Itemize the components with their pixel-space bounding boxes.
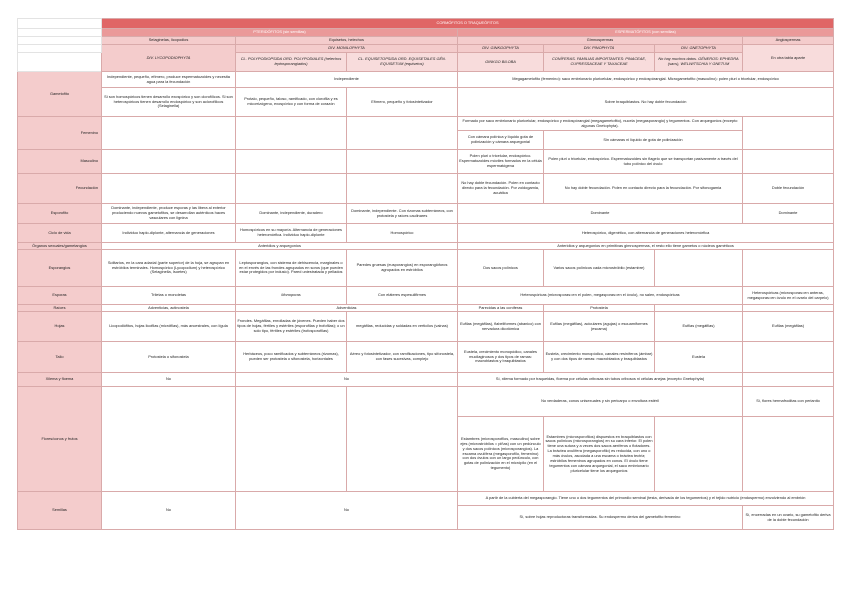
- cell-semillas-moni: No: [236, 492, 458, 530]
- cell-raices-angio: [743, 305, 834, 312]
- row-label-xilema: Xilema y floema: [18, 373, 102, 387]
- cell-flores-angio-top: Sí, flores hermafroditas con periantio: [743, 387, 834, 417]
- cell-hojas-equi: megáfilas, reducidas y soldadas en verticilos (vainas): [347, 312, 458, 342]
- cell-masculino-lyco: [102, 150, 236, 174]
- cell-organos-pterido: Anteridios y arquegonios: [102, 243, 458, 250]
- cell-tallo-ginkgo: Eustela, crecimiento monopódico, canales mucilaginosos y dos tipos de ramas: macroblastos y braquiblastos: [458, 342, 544, 373]
- cell-flores-angio: [743, 417, 834, 492]
- cell-esporangios-gneto: [655, 250, 743, 287]
- row-label-organos: Órganos sexuales/gametangios: [18, 243, 102, 250]
- cell-esporangios-lyco: Solitarios, en la cara adaxial (parte superior) de la hoja, se agrupan en estróbilos terminales. Homospórico (Lycopodium) y heterospórico (Selaginella, Isoetes): [102, 250, 236, 287]
- header-equisetos: Equisetos, helechos: [236, 37, 458, 45]
- comparison-table-container: [17, 18, 833, 530]
- cell-gametofito-poly-2: Protalo, pequeño, taloso, ramificado, con clorofila y es micorrizógeno, exospórico y con forma de corazón: [236, 88, 347, 117]
- header-gneto-sub: No hay muchos datos. GÉNEROS: EPHEDRA (sacs), WELWITSCHIA Y GNETUM: [655, 53, 743, 72]
- cell-esporas-angio: Heterospóricas (microsporas=en anteras, megasporas=en óvulo en el ovario del carpelo): [743, 287, 834, 305]
- cell-femenino-poly: [236, 117, 347, 150]
- cell-raices-moni: Adventicias: [236, 305, 458, 312]
- cell-flores-ginkgo: Estambres (microsporofilos, masculino) sobre ejes (microstróbilos = piñas) con un pedúnculo y dos sacos polínicos (microsporangios). La escama ovulífera (megasporofilo, femenino) con dos óvulos con un largo pedúnculo, con gotas de polinización en el micrópilo (en el tegumento): [458, 417, 544, 492]
- cell-fecundacion-lyco: [102, 174, 236, 204]
- row-label-raices: Raíces: [18, 305, 102, 312]
- cell-esporofito-lyco: Dominante, independiente, produce esporas y las libera al exterior produciendo nuevos gametofitos, se desarrollan auténticos haces vasculares con lignina: [102, 204, 236, 224]
- header-espermatofitos: ESPERMATÓFITOS (con semillas): [458, 29, 834, 37]
- header-angiospermas: Angiospermas: [743, 37, 834, 45]
- header-selaginelas: Selaginelas, licopodios: [102, 37, 236, 45]
- row-label-esporas: Esporas: [18, 287, 102, 305]
- cell-hojas-poly: Frondes. Megáfilas, enrolladas de jóvenes. Pueden haber dos tipos de hojas, fértiles y estériles (esporofilas y trofofilas); o un solo tipo, fértiles y estériles (trofosporofilas): [236, 312, 347, 342]
- cell-masculino-angio: [743, 150, 834, 174]
- cell-hojas-ginkgo: Eufilas (megáfilas), flabeliformes (abanico) con nervadura dicotómica: [458, 312, 544, 342]
- cell-xilema-angio: [743, 373, 834, 387]
- cell-femenino-gimno: Formado por saco embrionario pluricelular, endospórico y endospórangial (megagametofito), nucela (megasporangio) y tegumentos. Con arquegonios (excepto algunas Gnetophyta).: [458, 117, 743, 131]
- corner-cell: [18, 53, 102, 72]
- cell-hojas-gneto: Eufilas (megáfilas): [655, 312, 743, 342]
- row-label-femenino: Femenino: [18, 117, 102, 150]
- cell-semillas-gimno: Sí, sobre hojas reproductoras transformadas. Su endospermo deriva del gametofito femenino: [458, 506, 743, 530]
- cell-masculino-poly: [236, 150, 347, 174]
- cell-organos-esperma: Anteridios y arquegonios en primitivas gimnospermas, el resto ello tiene gametos o núcleos gaméticos: [458, 243, 834, 250]
- cell-xilema-moni: No: [236, 373, 458, 387]
- header-ginkgo: GINKGO BILOBA: [458, 53, 544, 72]
- row-label-gametofito: Gametofito: [18, 72, 102, 117]
- row-label-masculino: Masculino: [18, 150, 102, 174]
- cell-semillas-angio: Sí, encerradas en un ovario, su gametofito deriva de la doble fecundación: [743, 506, 834, 530]
- header-gimnospermas: Gimnospermas: [458, 37, 743, 45]
- header-pteridofitos: PTERIDÓFITOS (sin semillas): [102, 29, 458, 37]
- cell-semillas-lyco: No: [102, 492, 236, 530]
- cell-gametofito-lyco-2: Si son homospóricos tienen desarrollo exospórico y son clorofílicos. Si son heterospóricos tienen desarrollo endospórico y son aclorofílicos (Selaginella): [102, 88, 236, 117]
- cell-femenino-ginkgo: Con cámara polínica y líquido gota de polinización y cámara arquegonial: [458, 131, 544, 150]
- cell-esporangios-ginkgo: Dos sacos polínicos: [458, 250, 544, 287]
- header-div-pino: DIV. PINOPHYTA: [544, 45, 655, 53]
- cell-xilema-lyco: No: [102, 373, 236, 387]
- cell-xilema-gimno: Sí, xilema formado por traqueidas, floema por células cribosas sin tubos cribosos ni células anejas (excepto Gnetophyta): [458, 373, 743, 387]
- comparison-table: [17, 18, 834, 530]
- header-angio-sub: En otra tabla aparte: [743, 45, 834, 72]
- cell-gametofito-esperma-2: Sobre braquiblastos. No hay doble fecundación: [458, 88, 834, 117]
- cell-raices-ginkgo: Parecidas a las coníferas: [458, 305, 544, 312]
- cell-esporangios-equi: Paredes gruesas (eusporangios) en esporangióforos agrupados en estróbilos: [347, 250, 458, 287]
- cell-gametofito-equi-2: Efímero, pequeño y fotosintetizador: [347, 88, 458, 117]
- cell-semillas-esperma-top: A partir de la cubierta del megasporangio. Tiene uno o dos tegumentos del primordio seminal (testa, derivada de los tegumentos) y el tejido nutricio (endospermo) envolviendo al embrión: [458, 492, 834, 506]
- corner-cell: [18, 45, 102, 53]
- cell-raices-pino: Protostela: [544, 305, 655, 312]
- cell-esporas-equi: Con eláteres espesulifirmes: [347, 287, 458, 305]
- corner-cell: [18, 19, 102, 29]
- cell-esporofito-equi: Dominante, independiente. Con rizomas subterráneos, con protostela y raíces caulinares: [347, 204, 458, 224]
- cell-fecundacion-pino: No hay doble fecundación. Polen en contacto directo para la fecundación. Por sifonogamia: [544, 174, 743, 204]
- cell-tallo-poly: Herbáceos, poco ramificados y subterráneos (rizomas), pueden ser protostela o sifonostela, horizontales: [236, 342, 347, 373]
- cell-tallo-pino: Eustela, crecimiento monopódico, canales resiníferos (ámbar) y con dos tipos de ramas: macroblastos y braquiblastos: [544, 342, 655, 373]
- cell-tallo-lyco: Protostela o sifonostela: [102, 342, 236, 373]
- cell-raices-gneto: [655, 305, 743, 312]
- cell-femenino-equi: [347, 117, 458, 150]
- cell-femenino-angio: [743, 117, 834, 150]
- cell-gametofito-esperma-1: Megagametofito (femenino): saco embrionario pluricelular, endospórico y endospórangial. Microgametofito (masculino): polen pluri o tricelular, endospórico: [458, 72, 834, 88]
- cell-esporangios-poly: Leptosporangios, con sistema de dehiscencia, marginales o en el envés de las frondes agrupados en soros (que pueden estar protegidos por indusio). Pared uniestratada y pellados: [236, 250, 347, 287]
- cell-ciclo-lyco: Individuo haplo-diplonte, alternancia de generaciones: [102, 224, 236, 243]
- cell-esporas-gimno: Heterospóricas (microsporas=en el polen, megasporas=en el óvulo), no salen, endospóricas: [458, 287, 743, 305]
- cell-hojas-lyco: Licopodiófitos, hojas licofilas (micrófilas), más ancestrales, con lígula: [102, 312, 236, 342]
- cell-gametofito-moni-1: Independiente: [236, 72, 458, 88]
- cell-esporofito-angio: Dominante: [743, 204, 834, 224]
- row-label-esporofito: Esporofito: [18, 204, 102, 224]
- row-label-ciclo: Ciclo de vida: [18, 224, 102, 243]
- cell-fecundacion-angio: Doble fecundación: [743, 174, 834, 204]
- cell-ciclo-poly: Homospóricos en su mayoría. Alternancia de generaciones heteromórfica. Individuo haplo-diplonte: [236, 224, 347, 243]
- cell-esporofito-gimno: Dominante: [458, 204, 743, 224]
- cell-esporangios-angio: [743, 250, 834, 287]
- row-label-flores: Flores/conos y frutos: [18, 387, 102, 492]
- corner-cell: [18, 37, 102, 45]
- row-label-fecundacion: Fecundación: [18, 174, 102, 204]
- row-label-semillas: Semillas: [18, 492, 102, 530]
- header-div-ginkgo: DIV. GINKGOPHYTA: [458, 45, 544, 53]
- corner-cell: [18, 29, 102, 37]
- cell-tallo-angio: [743, 342, 834, 373]
- cell-flores-equi: [347, 387, 458, 492]
- row-label-tallo: Tallo: [18, 342, 102, 373]
- cell-flores-gimno-top: No verdaderas, conos unisexuales y sin pericarpo o envoltura estéril: [458, 387, 743, 417]
- cell-esporas-poly: Monoporas: [236, 287, 347, 305]
- header-cl-poly: CL. POLYPODIOPSIDA ORD. POLYPODIALES (helechos leptosporangiados): [236, 53, 347, 72]
- header-div-lyco: DIV. LYCOPODIOPHYTA: [102, 45, 236, 72]
- cell-tallo-gneto: Eustela: [655, 342, 743, 373]
- cell-femenino-pino: Sin cámaras ni líquido de gota de polinización: [544, 131, 743, 150]
- cell-flores-pino: Estambres (microsporofilos) dispuestos en braquiblastos con sacos polínicos (microsporangios) en su cara inferior. El polen tiene una sutura y a veces dos sacos aeríferos o flotadores. La bráctea ovulífera (megasporofilo) es reducida, con uno o más óvulos, asociada a una escama o bráctea tectriz; estróbilos femeninos agrupados en conos. El óvulo tiene tegumentos con cámara arquegonial, el saco embrionario pluricelular tiene los arquegonios: [544, 417, 655, 492]
- cell-esporas-lyco: Triletas o monoletas: [102, 287, 236, 305]
- cell-raices-lyco: Adventicias, actinostela: [102, 305, 236, 312]
- cell-esporofito-poly: Dominante, independiente, duradero: [236, 204, 347, 224]
- cell-flores-lyco: [102, 387, 236, 492]
- cell-masculino-pino: Polen pluri o tricelular, endospórico. Espermatozoides sin flagelo que se transportan pasivamente a través del tubo polínico del óvulo: [544, 150, 743, 174]
- header-coniferas: CONÍFERAS. FAMILIAS IMPORTANTES: PINACEAE, CUPRESSACEAE Y TAXACEAE: [544, 53, 655, 72]
- cell-tallo-equi: Aéreo y fotosintetizador, con ramificaciones, tipo sifonostela, con fases sucesivas, complejo: [347, 342, 458, 373]
- header-div-monilophyta: DIV. MONILOPHYTA: [236, 45, 458, 53]
- cell-esporangios-pino: Varios sacos polínicos cada microstróbilo (estambre): [544, 250, 655, 287]
- cell-femenino-lyco: [102, 117, 236, 150]
- cell-gametofito-lyco-1: Independiente, pequeño, efímero, produce espermatozoides y necesita agua para la fecundación: [102, 72, 236, 88]
- row-label-esporangios: Esporangios: [18, 250, 102, 287]
- cell-hojas-angio: Eufilas (megáfilas): [743, 312, 834, 342]
- cell-flores-poly: [236, 387, 347, 492]
- row-label-hojas: Hojas: [18, 312, 102, 342]
- cell-fecundacion-poly: [236, 174, 347, 204]
- cell-hojas-pino: Eufilas (megáfilas), aciculares (agujas) o escuamiformes (escama): [544, 312, 655, 342]
- header-cormofitos: CORMÓFITOS O TRAQUEÓFITOS: [102, 19, 834, 29]
- cell-ciclo-equi: Homospórico: [347, 224, 458, 243]
- cell-masculino-ginkgo: Polen pluri o tricelular, endospórico. Espermatozoides móviles formados en la célula espermatógena: [458, 150, 544, 174]
- cell-fecundacion-equi: [347, 174, 458, 204]
- cell-flores-gneto: [655, 417, 743, 492]
- header-div-gneto: DIV. GNETOPHYTA: [655, 45, 743, 53]
- header-cl-equi: CL. EQUISETOPSIDA ORD. EQUISETALES GÉN. EQUISETUM (equisetos): [347, 53, 458, 72]
- cell-ciclo-esperma: Heterospórico, digenético, con alternancia de generaciones heteromórfica: [458, 224, 834, 243]
- cell-fecundacion-ginkgo: No hay doble fecundación. Polen en contacto directo para la fecundación. Por zoidogamia, acuática: [458, 174, 544, 204]
- cell-masculino-equi: [347, 150, 458, 174]
